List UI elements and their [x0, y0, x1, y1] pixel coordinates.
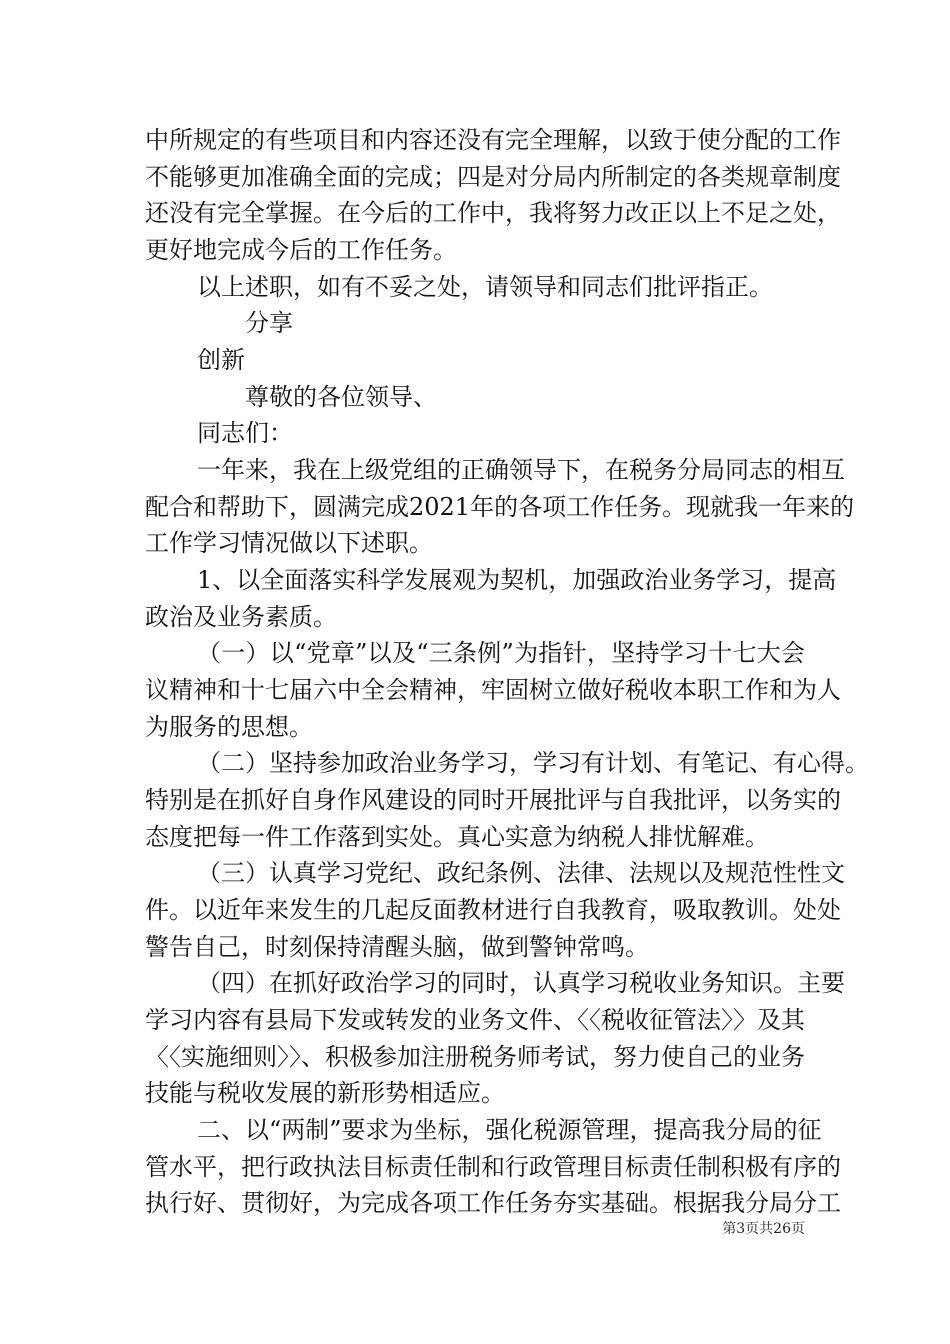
text-line: 学习内容有县局下发或转发的业务文件、〈〈税收征管法〉〉及其	[145, 1006, 805, 1035]
text-line: 警告自己，时刻保持清醒头脑，做到警钟常鸣。	[145, 932, 649, 961]
text-line: 执行好、贯彻好，为完成各项工作任务夯实基础。根据我分局分工	[145, 1189, 841, 1218]
text-line: 〈〈实施细则〉〉、积极参加注册税务师考试，努力使自己的业务	[145, 1042, 805, 1071]
text-line: 一年来，我在上级党组的正确领导下，在税务分局同志的相互	[197, 456, 845, 485]
text-line: 技能与税收发展的新形势相适应。	[145, 1079, 505, 1108]
text-line: 同志们：	[197, 419, 293, 448]
text-line: 态度把每一件工作落到实处。真心实意为纳税人排忧解难。	[145, 822, 769, 851]
text-line: 不能够更加准确全面的完成；四是对分局内所制定的各类规章制度	[145, 162, 841, 191]
text-line: 1、以全面落实科学发展观为契机，加强政治业务学习，提高	[197, 566, 837, 595]
text-line: 以上述职，如有不妥之处，请领导和同志们批评指正。	[197, 272, 773, 301]
text-line: （二）坚持参加政治业务学习，学习有计划、有笔记、有心得。	[197, 749, 869, 778]
text-line: 管水平，把行政执法目标责任制和行政管理目标责任制积极有序的	[145, 1152, 841, 1181]
text-line: 为服务的思想。	[145, 712, 313, 741]
text-line: 还没有完全掌握。在今后的工作中，我将努力改正以上不足之处，	[145, 199, 841, 228]
text-line: 议精神和十七届六中全会精神，牢固树立做好税收本职工作和为人	[145, 676, 841, 705]
text-line: （三）认真学习党纪、政纪条例、法律、法规以及规范性性文	[197, 859, 845, 888]
text-line: （一）以“党章”以及“三条例”为指针，坚持学习十七大会	[197, 639, 805, 668]
text-line: 二、以“两制”要求为坐标，强化税源管理，提高我分局的征	[197, 1116, 822, 1145]
text-line: 配合和帮助下，圆满完成2021年的各项工作任务。现就我一年来的	[145, 492, 855, 521]
text-line: 分享	[245, 309, 293, 338]
text-line: 创新	[197, 346, 245, 375]
text-line: 尊敬的各位领导、	[245, 382, 437, 411]
text-line: 工作学习情况做以下述职。	[145, 529, 433, 558]
text-line: 更好地完成今后的工作任务。	[145, 236, 457, 264]
text-line: 特别是在抓好自身作风建设的同时开展批评与自我批评，以务实的	[145, 786, 841, 815]
text-line: 件。以近年来发生的几起反面教材进行自我教育，吸取教训。处处	[145, 896, 841, 925]
text-line: 中所规定的有些项目和内容还没有完全理解，以致于使分配的工作	[145, 126, 841, 154]
page-number: 第3页共26页	[722, 1221, 805, 1237]
text-line: 政治及业务素质。	[145, 602, 337, 631]
text-line: （四）在抓好政治学习的同时，认真学习税收业务知识。主要	[197, 969, 845, 998]
